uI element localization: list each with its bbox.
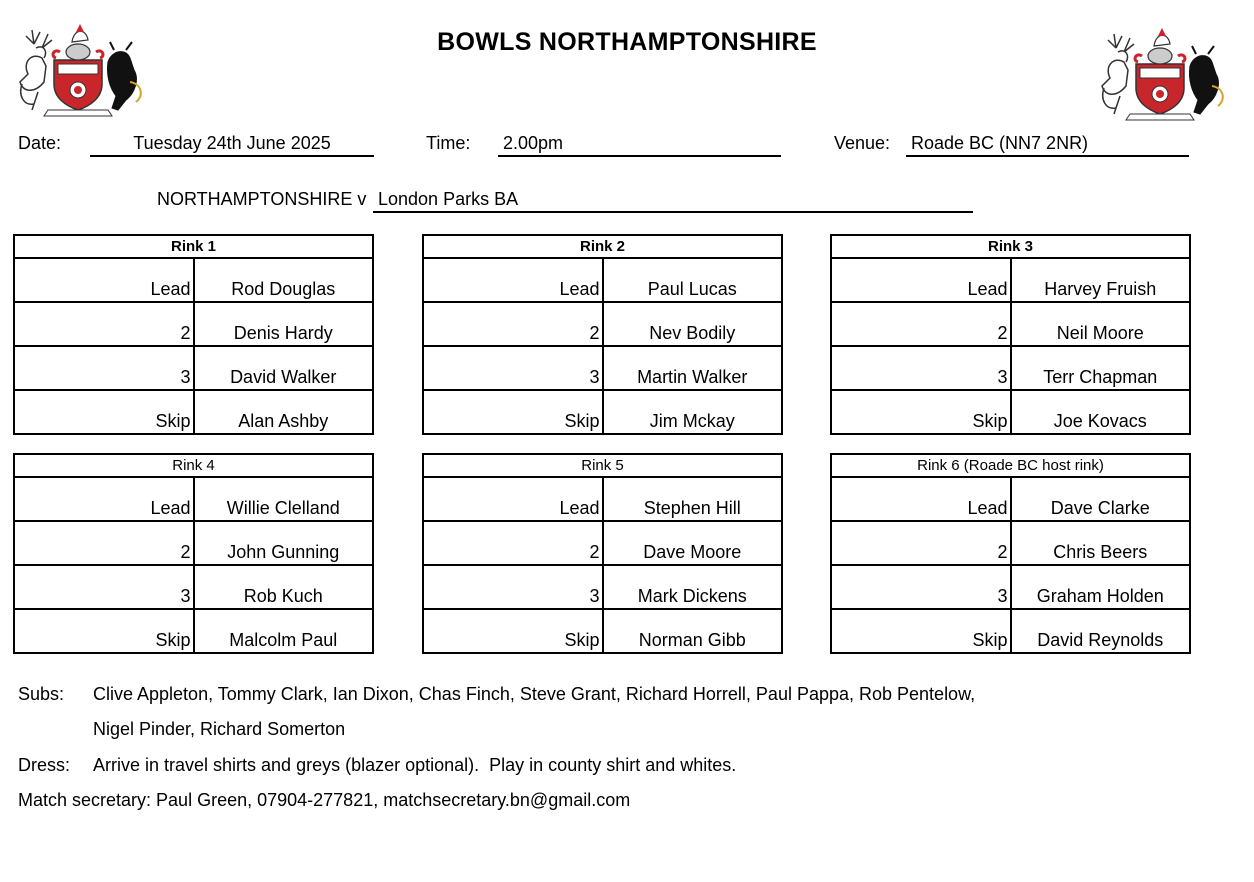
rink-table (830, 453, 1191, 654)
table-row (14, 521, 373, 565)
opponent-underline (373, 211, 973, 213)
table-row (14, 346, 373, 390)
player-name: Dave Moore (603, 521, 783, 565)
player-name: Willie Clelland (194, 477, 374, 521)
player-name: Alan Ashby (194, 390, 374, 434)
position-cell: 3 (423, 346, 603, 390)
position-cell: 2 (831, 302, 1011, 346)
position-cell: Skip (14, 609, 194, 653)
table-row (831, 521, 1190, 565)
rink-title: Rink 5 (423, 454, 782, 477)
table-row (831, 390, 1190, 434)
table-row (423, 521, 782, 565)
table-row (14, 302, 373, 346)
rink-table (830, 234, 1191, 435)
table-row (423, 346, 782, 390)
table-row (423, 302, 782, 346)
position-cell: 2 (423, 302, 603, 346)
rink-table (422, 453, 783, 654)
position-cell: 2 (14, 302, 194, 346)
table-row (831, 346, 1190, 390)
venue-value: Roade BC (NN7 2NR) (911, 133, 1089, 153)
time-value: 2.00pm (503, 133, 564, 153)
position-cell: Skip (14, 390, 194, 434)
rink-title: Rink 3 (831, 235, 1190, 258)
position-cell: Skip (831, 390, 1011, 434)
player-name: Joe Kovacs (1011, 390, 1191, 434)
player-name: David Reynolds (1011, 609, 1191, 653)
player-name: Mark Dickens (603, 565, 783, 609)
position-cell: Lead (14, 258, 194, 302)
player-name: Martin Walker (603, 346, 783, 390)
time-underline (498, 155, 781, 157)
subs-list-line2: Nigel Pinder, Richard Somerton (93, 719, 346, 739)
rink-table (13, 234, 374, 435)
position-cell: Skip (423, 609, 603, 653)
player-name: Denis Hardy (194, 302, 374, 346)
position-cell: 3 (831, 565, 1011, 609)
position-cell: Lead (14, 477, 194, 521)
position-cell: 2 (423, 521, 603, 565)
rink-table (422, 234, 783, 435)
table-row (831, 258, 1190, 302)
player-name: Nev Bodily (603, 302, 783, 346)
position-cell: 2 (14, 521, 194, 565)
position-cell: Skip (423, 390, 603, 434)
player-name: Norman Gibb (603, 609, 783, 653)
position-cell: Lead (831, 258, 1011, 302)
table-row (14, 390, 373, 434)
table-row (14, 258, 373, 302)
table-row (14, 609, 373, 653)
player-name: Jim Mckay (603, 390, 783, 434)
player-name: Chris Beers (1011, 521, 1191, 565)
dress-label: Dress: (18, 755, 71, 775)
position-cell: 2 (831, 521, 1011, 565)
rink-title: Rink 4 (14, 454, 373, 477)
player-name: Graham Holden (1011, 565, 1191, 609)
date-underline (90, 155, 374, 157)
player-name: Dave Clarke (1011, 477, 1191, 521)
position-cell: 3 (831, 346, 1011, 390)
position-cell: Lead (831, 477, 1011, 521)
player-name: David Walker (194, 346, 374, 390)
table-row (423, 477, 782, 521)
table-row (831, 565, 1190, 609)
table-row (423, 258, 782, 302)
venue-label: Venue: (834, 133, 891, 153)
player-name: Terr Chapman (1011, 346, 1191, 390)
rink-title: Rink 1 (14, 235, 373, 258)
rink-table (13, 453, 374, 654)
subs-label: Subs: (18, 684, 65, 704)
player-name: Paul Lucas (603, 258, 783, 302)
venue-underline (906, 155, 1189, 157)
position-cell: 3 (14, 565, 194, 609)
time-label: Time: (426, 133, 471, 153)
position-cell: 3 (423, 565, 603, 609)
subs-list-line1: Clive Appleton, Tommy Clark, Ian Dixon, Chas Finch, Steve Grant, Richard Horrell, Paul Pappa, Rob Pentelow, (93, 684, 976, 704)
player-name: Stephen Hill (603, 477, 783, 521)
position-cell: Skip (831, 609, 1011, 653)
table-row (831, 477, 1190, 521)
date-label: Date: (18, 133, 62, 153)
player-name: Harvey Fruish (1011, 258, 1191, 302)
table-row (423, 390, 782, 434)
page-title: BOWLS NORTHAMPTONSHIRE (437, 28, 817, 56)
position-cell: Lead (423, 258, 603, 302)
match-secretary-contact: Match secretary: Paul Green, 07904-277821, matchsecretary.bn@gmail.com (18, 790, 631, 810)
player-name: Neil Moore (1011, 302, 1191, 346)
match-label: NORTHAMPTONSHIRE v (157, 189, 367, 209)
player-name: Rob Kuch (194, 565, 374, 609)
rink-title: Rink 2 (423, 235, 782, 258)
table-row (831, 302, 1190, 346)
position-cell: Lead (423, 477, 603, 521)
opponent-name: London Parks BA (378, 189, 519, 209)
table-row (14, 565, 373, 609)
table-row (14, 477, 373, 521)
date-value: Tuesday 24th June 2025 (133, 133, 331, 153)
player-name: John Gunning (194, 521, 374, 565)
player-name: Rod Douglas (194, 258, 374, 302)
table-row (423, 565, 782, 609)
table-row (831, 609, 1190, 653)
position-cell: 3 (14, 346, 194, 390)
player-name: Malcolm Paul (194, 609, 374, 653)
table-row (423, 609, 782, 653)
dress-text: Arrive in travel shirts and greys (blazer optional). Play in county shirt and whites. (93, 755, 737, 775)
rink-title: Rink 6 (Roade BC host rink) (831, 454, 1190, 477)
